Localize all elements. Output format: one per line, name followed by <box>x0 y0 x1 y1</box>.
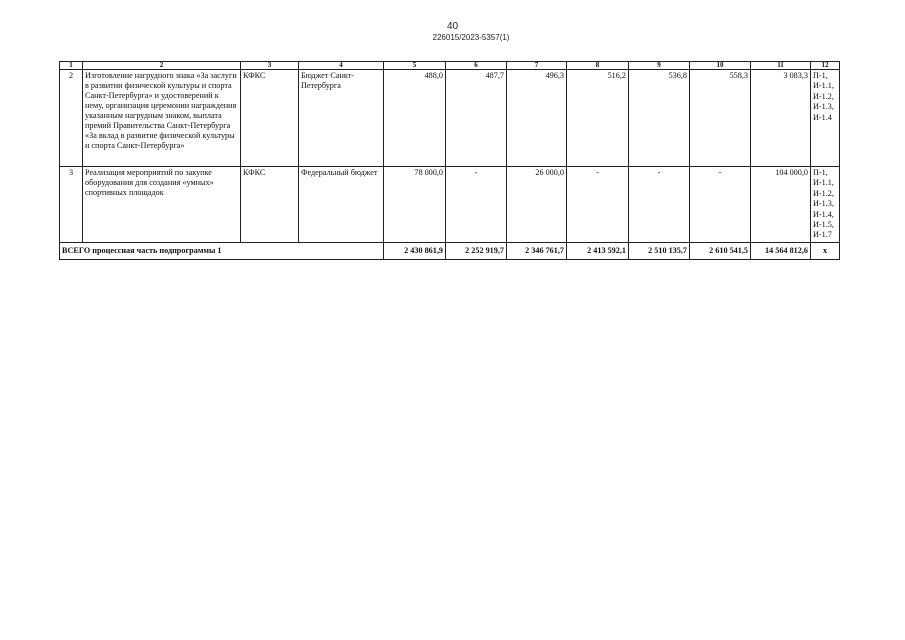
amount-cell: 558,3 <box>690 70 751 167</box>
column-number: 10 <box>690 62 751 70</box>
column-number: 12 <box>811 62 840 70</box>
amount-cell: - <box>629 167 690 243</box>
column-number: 11 <box>751 62 811 70</box>
indicator-code: И-1.1, <box>813 178 834 188</box>
page-number: 40 <box>446 21 459 32</box>
total-mark: х <box>811 242 840 259</box>
budget-table <box>59 61 840 260</box>
amount-cell: 536,8 <box>629 70 690 167</box>
amount-cell: 516,2 <box>567 70 629 167</box>
amount-cell: 488,0 <box>384 70 446 167</box>
indicator-code: И-1.1, <box>813 81 834 91</box>
column-number: 7 <box>507 62 567 70</box>
indicator-code: И-1.5, <box>813 220 834 230</box>
indicator-code: И-1.7 <box>813 230 832 240</box>
total-amount: 2 430 861,9 <box>384 242 446 259</box>
executor: КФКС <box>241 70 299 167</box>
indicator-codes <box>811 70 840 167</box>
total-amount: 2 413 592,1 <box>567 242 629 259</box>
funding-source: Федеральный бюджет <box>299 167 384 243</box>
indicator-code: И-1.3, <box>813 102 834 112</box>
total-amount: 2 346 761,7 <box>507 242 567 259</box>
amount-cell: - <box>446 167 507 243</box>
total-row <box>60 242 840 259</box>
amount-cell: 487,7 <box>446 70 507 167</box>
indicator-code: И-1.2, <box>813 91 834 101</box>
amount-cell: 26 000,0 <box>507 167 567 243</box>
amount-cell: 78 000,0 <box>384 167 446 243</box>
total-label: ВСЕГО процессная часть подпрограммы 1 <box>60 242 384 259</box>
total-amount: 2 252 919,7 <box>446 242 507 259</box>
amount-cell: - <box>567 167 629 243</box>
indicator-code: П-1, <box>813 168 828 177</box>
column-number: 4 <box>299 62 384 70</box>
column-number: 1 <box>60 62 83 70</box>
indicator-code: И-1.2, <box>813 188 834 198</box>
funding-source: Бюджет Санкт-Петербурга <box>299 70 384 167</box>
column-number: 6 <box>446 62 507 70</box>
table-row <box>60 70 840 167</box>
total-grand-amount: 14 564 812,6 <box>751 242 811 259</box>
column-number: 5 <box>384 62 446 70</box>
total-amount: 2 610 541,5 <box>690 242 751 259</box>
amount-total-cell: 104 000,0 <box>751 167 811 243</box>
row-number: 3 <box>60 167 83 243</box>
activity-name: Изготовление нагрудного знака «За заслуги в развитии физической культуры и спорта Санкт-Петербурга» и удостоверений к нему, организация церемонии награждения указанным нагрудным знаком, выплата премий Правительства Санкт-Петербурга «За вклад в развитие физической культуры и спорта Санкт-Петербурга» <box>83 70 241 167</box>
indicator-code: П-1, <box>813 71 828 80</box>
column-number: 2 <box>83 62 241 70</box>
column-number: 9 <box>629 62 690 70</box>
amount-cell: - <box>690 167 751 243</box>
indicator-code: И-1.4, <box>813 209 834 219</box>
indicator-code: И-1.4 <box>813 112 832 122</box>
executor: КФКС <box>241 167 299 243</box>
column-number: 8 <box>567 62 629 70</box>
column-number: 3 <box>241 62 299 70</box>
total-amount: 2 510 135,7 <box>629 242 690 259</box>
table-row <box>60 167 840 243</box>
amount-total-cell: 3 083,3 <box>751 70 811 167</box>
column-number-row <box>60 62 840 70</box>
activity-name: Реализация мероприятий по закупке оборудования для создания «умных» спортивных площадок <box>83 167 241 243</box>
indicator-codes <box>811 167 840 243</box>
indicator-code: И-1.3, <box>813 199 834 209</box>
document-id: 226015/2023-5357(1) <box>432 33 510 42</box>
amount-cell: 496,3 <box>507 70 567 167</box>
row-number: 2 <box>60 70 83 167</box>
